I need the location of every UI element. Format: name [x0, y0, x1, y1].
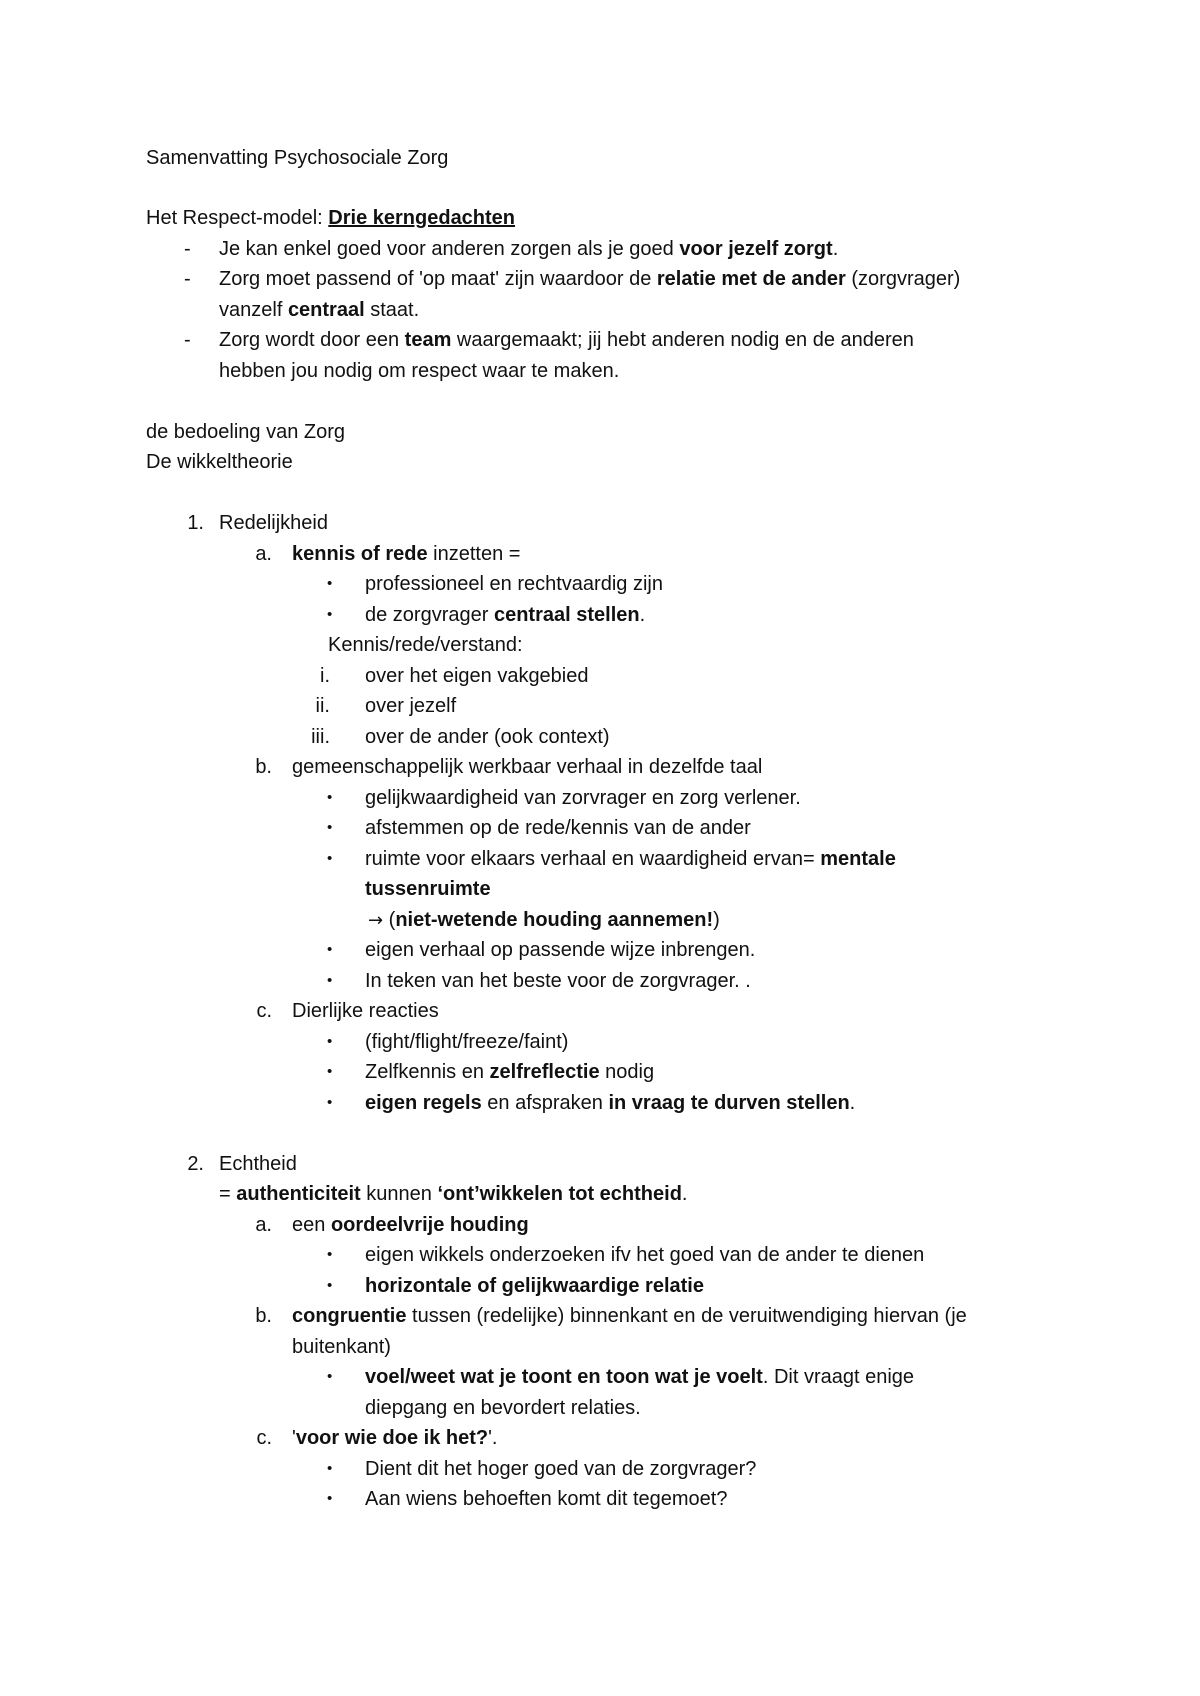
roman-item-1: over het eigen vakgebied: [365, 665, 589, 687]
respect-item-3-cont: hebben jou nodig om respect waar te maken.: [219, 360, 620, 382]
text-run: waargemaakt; jij hebt anderen nodig en de anderen: [451, 329, 914, 351]
text-run: .: [681, 1183, 688, 1205]
list-marker: b.: [255, 1305, 272, 1327]
bullet-2a-1: eigen wikkels onderzoeken ifv het goed van de ander te dienen: [365, 1244, 925, 1266]
section-number: 2.: [187, 1153, 204, 1175]
list-marker: c.: [256, 1000, 272, 1022]
dash-marker: -: [184, 268, 191, 290]
bullet-marker: •: [327, 850, 333, 867]
text-run: nodig: [599, 1061, 655, 1083]
text-run: Zorg moet passend of 'op maat' zijn waardoor de: [219, 268, 657, 290]
bullet-marker: •: [327, 1277, 333, 1294]
bullet-marker: •: [327, 1033, 333, 1050]
bold-run: niet-wetende houding aannemen!: [395, 909, 714, 931]
respect-item-2-cont: [219, 295, 419, 326]
bold-run: oordeelvrije houding: [330, 1214, 529, 1236]
bullet-1b-1: gelijkwaardigheid van zorvrager en zorg verlener.: [365, 787, 801, 809]
list-marker: a.: [255, 1214, 272, 1236]
bold-run: voor jezelf zorgt: [679, 238, 833, 260]
text-run: de zorgvrager: [365, 604, 494, 626]
wikkeltheorie-heading: De wikkeltheorie: [146, 451, 293, 473]
text-run: vanzelf: [219, 299, 288, 321]
bullet-1b-5: In teken van het beste voor de zorgvrager. .: [365, 970, 751, 992]
text-run: ruimte voor elkaars verhaal en waardigheid ervan=: [365, 848, 821, 870]
text-run: een: [292, 1214, 331, 1236]
respect-heading-strong: Drie kerngedachten: [328, 207, 516, 229]
text-run: =: [219, 1183, 237, 1205]
text-run: inzetten =: [427, 543, 521, 565]
text-run: .: [832, 238, 839, 260]
bold-run: authenticiteit: [236, 1183, 361, 1205]
roman-marker: iii.: [311, 726, 330, 748]
sub-label: Kennis/rede/verstand:: [328, 634, 523, 656]
roman-marker: i.: [320, 665, 330, 687]
bullet-marker: •: [327, 1246, 333, 1263]
respect-item-1: [219, 234, 838, 265]
bullet-1c-2: [365, 1057, 654, 1088]
list-marker: a.: [255, 543, 272, 565]
bullet-2b-1: [365, 1362, 914, 1393]
bullet-2c-2: Aan wiens behoeften komt dit tegemoet?: [365, 1488, 728, 1510]
bullet-2b-1-cont: diepgang en bevordert relaties.: [365, 1397, 641, 1419]
item-1b: gemeenschappelijk werkbaar verhaal in dezelfde taal: [292, 756, 763, 778]
respect-model-heading: [146, 203, 515, 234]
item-1c: Dierlijke reacties: [292, 1000, 439, 1022]
text-run: .: [639, 604, 646, 626]
respect-heading-prefix: Het Respect-model:: [146, 207, 329, 229]
text-run: kunnen: [360, 1183, 438, 1205]
bold-run: voel/weet wat je toont en toon wat je voelt: [365, 1366, 763, 1388]
bullet-marker: •: [327, 1460, 333, 1477]
dash-marker: -: [184, 329, 191, 351]
item-1a: [292, 539, 520, 570]
bold-run: eigen regels: [365, 1092, 482, 1114]
respect-item-2: [219, 264, 960, 295]
bullet-2a-2: [365, 1271, 704, 1302]
bold-run: congruentie: [292, 1305, 407, 1327]
bullet-marker: •: [327, 606, 333, 623]
bullet-marker: •: [327, 1368, 333, 1385]
arrow-line: [368, 905, 720, 937]
bold-run: mentale: [820, 848, 896, 870]
document-title: Samenvatting Psychosociale Zorg: [146, 147, 449, 169]
bullet-1a-2: [365, 600, 645, 631]
bold-run: voor wie doe ik het?: [295, 1427, 489, 1449]
item-2c: [292, 1423, 497, 1454]
bold-run: centraal: [287, 299, 365, 321]
item-2a: [292, 1210, 529, 1241]
dash-marker: -: [184, 238, 191, 260]
text-run: tussen (redelijke) binnenkant en de veruitwendiging hiervan (je: [406, 1305, 967, 1327]
bold-run: team: [404, 329, 452, 351]
bedoeling-heading: de bedoeling van Zorg: [146, 421, 346, 443]
text-run: (: [383, 909, 396, 931]
bullet-1a-1: professioneel en rechtvaardig zijn: [365, 573, 663, 595]
bullet-1b-3: [365, 844, 896, 875]
bullet-1c-1: (fight/flight/freeze/faint): [365, 1031, 569, 1053]
bold-run: zelfreflectie: [489, 1061, 600, 1083]
arrow-right-icon: →: [368, 910, 384, 931]
text-run: Je kan enkel goed voor anderen zorgen als je goed: [219, 238, 680, 260]
bullet-marker: •: [327, 789, 333, 806]
bullet-marker: •: [327, 1490, 333, 1507]
text-run: '.: [488, 1427, 498, 1449]
list-marker: c.: [256, 1427, 272, 1449]
bold-run: centraal stellen: [493, 604, 640, 626]
bullet-marker: •: [327, 575, 333, 592]
bullet-1b-3-cont: [365, 874, 491, 905]
bold-run: horizontale of gelijkwaardige relatie: [365, 1275, 704, 1297]
text-run: ): [713, 909, 720, 931]
bullet-1b-4: eigen verhaal op passende wijze inbrengen.: [365, 939, 756, 961]
bullet-marker: •: [327, 1063, 333, 1080]
text-run: Zelfkennis en: [365, 1061, 490, 1083]
respect-item-3: [219, 325, 914, 356]
item-2b: [292, 1301, 967, 1332]
section-number: 1.: [187, 512, 204, 534]
text-run: .: [849, 1092, 856, 1114]
text-run: Zorg wordt door een: [219, 329, 405, 351]
bold-run: ‘ont’wikkelen tot echtheid: [437, 1183, 682, 1205]
bold-run: tussenruimte: [365, 878, 491, 900]
bullet-1c-3: [365, 1088, 855, 1119]
section-2-title: Echtheid: [219, 1153, 297, 1175]
bold-run: kennis of rede: [292, 543, 428, 565]
item-2b-cont: buitenkant): [292, 1336, 391, 1358]
section-2-definition: [219, 1179, 687, 1210]
text-run: staat.: [364, 299, 420, 321]
bullet-marker: •: [327, 941, 333, 958]
roman-item-2: over jezelf: [365, 695, 457, 717]
section-1-title: Redelijkheid: [219, 512, 328, 534]
bullet-marker: •: [327, 819, 333, 836]
bullet-2c-1: Dient dit het hoger goed van de zorgvrager?: [365, 1458, 757, 1480]
bold-run: in vraag te durven stellen: [608, 1092, 850, 1114]
bullet-marker: •: [327, 1094, 333, 1111]
bullet-marker: •: [327, 972, 333, 989]
text-run: (zorgvrager): [845, 268, 961, 290]
roman-marker: ii.: [315, 695, 330, 717]
list-marker: b.: [255, 756, 272, 778]
bold-run: relatie met de ander: [656, 268, 846, 290]
text-run: en afspraken: [481, 1092, 609, 1114]
bullet-1b-2: afstemmen op de rede/kennis van de ander: [365, 817, 751, 839]
text-run: . Dit vraagt enige: [762, 1366, 915, 1388]
text-run: ': [292, 1427, 296, 1449]
roman-item-3: over de ander (ook context): [365, 726, 610, 748]
